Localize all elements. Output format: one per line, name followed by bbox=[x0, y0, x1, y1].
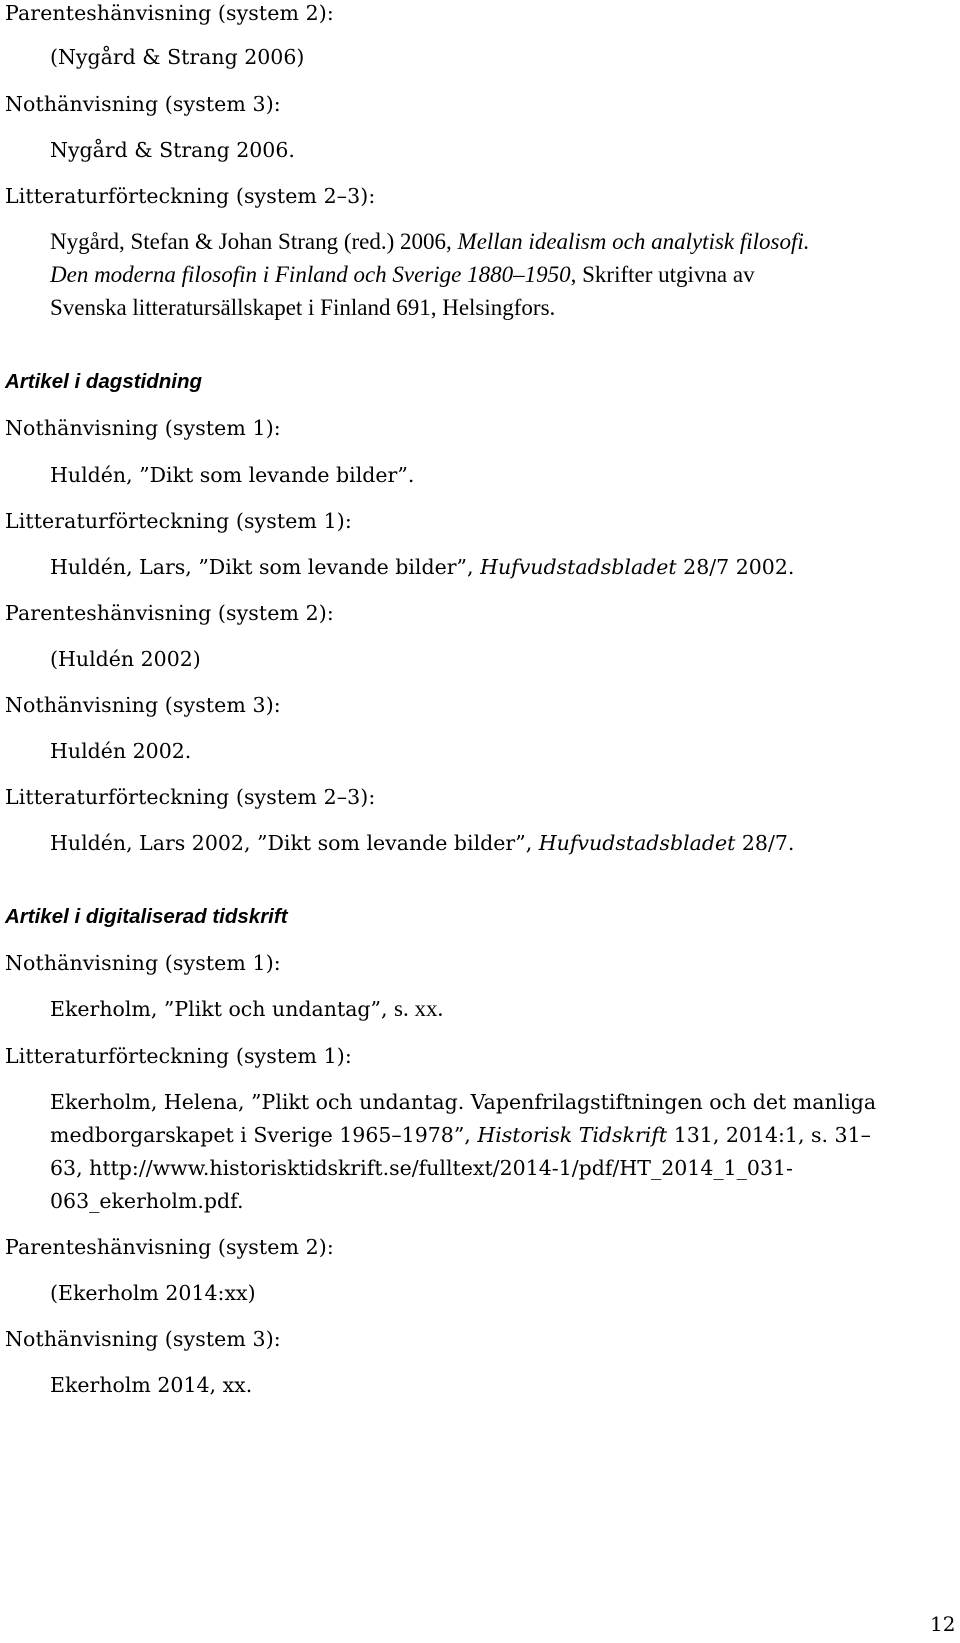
bibliography-line: Ekerholm, Helena, ”Plikt och undantag. Vapenfrilagstiftningen och det manliga bbox=[50, 1090, 877, 1114]
citation-label: Litteraturförteckning (system 2–3): bbox=[5, 184, 376, 208]
citation-label: Litteraturförteckning (system 1): bbox=[5, 509, 352, 533]
book-subtitle: Den moderna filosofin i Finland och Sverige 1880–1950 bbox=[50, 262, 571, 287]
bibliography-url: 63, http://www.historisktidskrift.se/fulltext/2014-1/pdf/HT_2014_1_031- bbox=[50, 1156, 793, 1180]
citation-label: Litteraturförteckning (system 1): bbox=[5, 1044, 352, 1068]
page-number: 12 bbox=[930, 1612, 956, 1636]
citation-text: Nygård & Strang 2006. bbox=[50, 138, 295, 162]
citation-text: (Ekerholm 2014:xx) bbox=[50, 1281, 256, 1305]
newspaper-title: Hufvudstadsbladet bbox=[538, 831, 736, 855]
citation-text: Ekerholm, ”Plikt och undantag”, s. xx. bbox=[50, 996, 444, 1021]
citation-label: Parenteshänvisning (system 2): bbox=[5, 601, 334, 625]
citation-text: Huldén, Lars 2002, ”Dikt som levande bilder”, Hufvudstadsbladet 28/7. bbox=[50, 831, 795, 855]
citation-label: Nothänvisning (system 3): bbox=[5, 92, 281, 116]
citation-label: Parenteshänvisning (system 2): bbox=[5, 1, 334, 25]
section-heading: Artikel i dagstidning bbox=[5, 370, 203, 393]
citation-text: (Huldén 2002) bbox=[50, 647, 201, 671]
citation-label: Nothänvisning (system 3): bbox=[5, 693, 281, 717]
citation-label: Nothänvisning (system 1): bbox=[5, 416, 281, 440]
citation-label: Nothänvisning (system 1): bbox=[5, 951, 281, 975]
citation-label: Parenteshänvisning (system 2): bbox=[5, 1235, 334, 1259]
citation-text: Huldén 2002. bbox=[50, 739, 192, 763]
citation-text: Ekerholm 2014, xx. bbox=[50, 1373, 253, 1397]
bibliography-line: Nygård, Stefan & Johan Strang (red.) 2006, Mellan idealism och analytisk filosofi. bbox=[50, 229, 810, 254]
bibliography-url: 063_ekerholm.pdf. bbox=[50, 1189, 244, 1213]
section-heading: Artikel i digitaliserad tidskrift bbox=[5, 905, 288, 928]
citation-label: Nothänvisning (system 3): bbox=[5, 1327, 281, 1351]
newspaper-title: Hufvudstadsbladet bbox=[480, 555, 677, 579]
bibliography-line: Den moderna filosofin i Finland och Sverige 1880–1950, Skrifter utgivna av bbox=[50, 262, 755, 287]
citation-text: (Nygård & Strang 2006) bbox=[50, 45, 305, 69]
citation-text: Huldén, ”Dikt som levande bilder”. bbox=[50, 463, 415, 487]
citation-label: Litteraturförteckning (system 2–3): bbox=[5, 785, 376, 809]
book-title: Mellan idealism och analytisk filosofi. bbox=[457, 229, 810, 254]
bibliography-line: medborgarskapet i Sverige 1965–1978”, Historisk Tidskrift 131, 2014:1, s. 31– bbox=[50, 1123, 871, 1147]
citation-text: Huldén, Lars, ”Dikt som levande bilder”, Hufvudstadsbladet 28/7 2002. bbox=[50, 555, 795, 579]
bibliography-line: Svenska litteratursällskapet i Finland 691, Helsingfors. bbox=[50, 295, 556, 320]
journal-title: Historisk Tidskrift bbox=[477, 1123, 668, 1147]
